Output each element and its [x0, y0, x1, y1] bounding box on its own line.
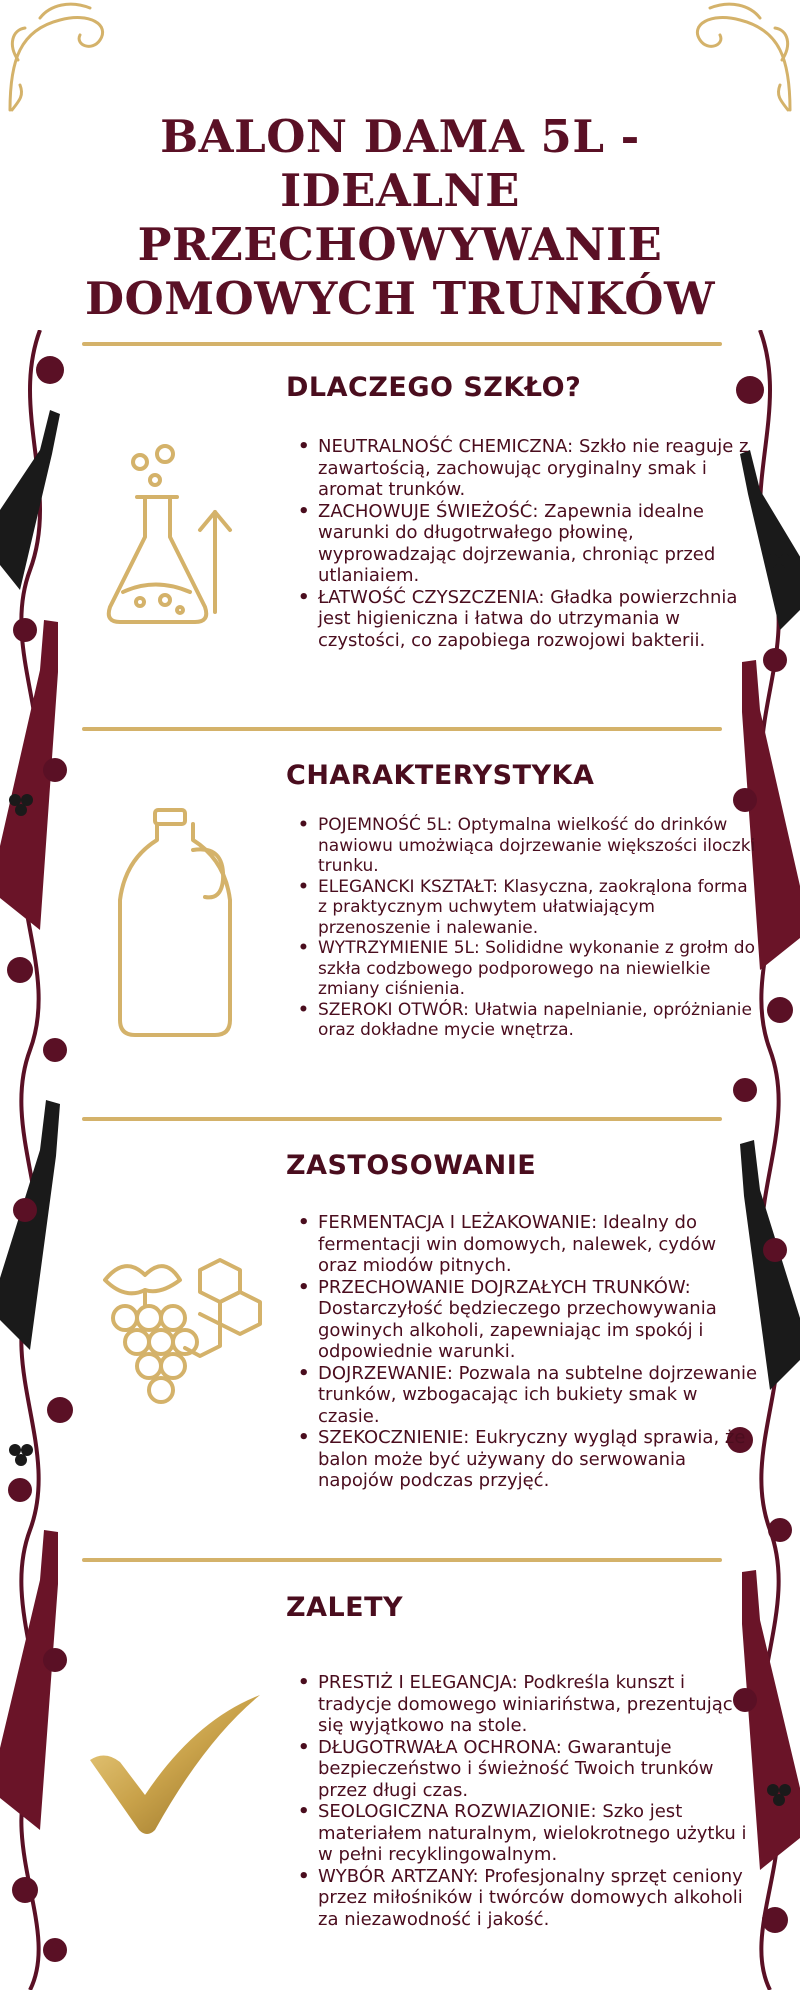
section-divider: [82, 342, 722, 346]
list-item: • ELEGANCKI KSZTAŁT: Klasyczna, zaokrąlona forma z praktycznym uchwytem ułatwiającym przenoszenie i nalewanie.: [318, 877, 758, 939]
list-item: • SZEROKI OTWÓR: Ułatwia napelnianie, opróżnianie oraz dokładne mycie wnętrza.: [318, 1000, 758, 1041]
section-heading: CHARAKTERYSTYKA: [286, 760, 595, 791]
list-item: • WYBÓR ARTZANY: Profesjonalny sprzęt ceniony przez miłośników i twórców domowych alkoholi za niezawodność i jakość.: [318, 1866, 758, 1931]
list-item: • FERMENTACJA I LEŻAKOWANIE: Idealny do fermentacji win domowych, nalewek, cydów oraz miodów pitnych.: [318, 1212, 758, 1277]
jug-icon: [105, 805, 245, 1045]
section-heading: ZALETY: [286, 1592, 404, 1623]
list-item: • DOJRZEWANIE: Pozwala na subtelne dojrzewanie trunków, wzbogacając ich bukiety smak w czasie.: [318, 1363, 758, 1428]
feature-list: [290, 436, 758, 651]
section-divider: [82, 1117, 722, 1121]
list-item: • ZACHOWUJE ŚWIEŻOŚĆ: Zapewnia idealne warunki do długotrwałego płowinę, wyprowadzając dojrzewania, chroniąc przed utlaniaiem.: [318, 501, 758, 587]
feature-list: [290, 1212, 758, 1492]
vine-bottles-left-icon: [0, 330, 80, 1990]
list-item: • POJEMNOŚĆ 5L: Optymalna wielkość do drinków nawiowu umożwiąca dojrzewanie większości iloczki trunku.: [318, 815, 758, 877]
list-item: • NEUTRALNOŚĆ CHEMICZNA: Szkło nie reaguje z zawartością, zachowując oryginalny smak i aromat trunków.: [318, 436, 758, 501]
list-item: • PRZECHOWANIE DOJRZAŁYCH TRUNKÓW: Dostarczyłość będzieczego przechowywania gowinych alkoholi, zapewniając im spokój i odpowiednie warunki.: [318, 1277, 758, 1363]
feature-list: [290, 815, 758, 1041]
list-item: • SZEKOCZNIENIE: Eukryczny wygląd sprawia, że balon może być używany do serwowania napojów podczas przyjęć.: [318, 1427, 758, 1492]
section-divider: [82, 1558, 722, 1562]
section-divider: [82, 727, 722, 731]
feature-list: [290, 1672, 758, 1930]
list-item: • DŁUGOTRWAŁA OCHRONA: Gwarantuje bezpieczeństwo i świeżność Twoich trunków przez długi czas.: [318, 1737, 758, 1802]
checkmark-icon: [85, 1690, 265, 1840]
section-heading: DLACZEGO SZKŁO?: [286, 372, 582, 403]
flask-icon: [95, 442, 235, 642]
ornament-corner-right-icon: [640, 0, 800, 120]
list-item: • WYTRZYMIENIE 5L: Solididne wykonanie z grołm do szkła codzbowego podporowego na niewielkie zmiany ciśnienia.: [318, 938, 758, 1000]
list-item: • ŁATWOŚĆ CZYSZCZENIA: Gładka powierzchnia jest higieniczna i łatwa do utrzymania w czystości, co zapobiega rozwojowi bakterii.: [318, 587, 758, 652]
section-heading: ZASTOSOWANIE: [286, 1150, 537, 1181]
ornament-corner-left-icon: [0, 0, 160, 120]
page-title: BALON DAMA 5L - IDEALNE PRZECHOWYWANIE DOMOWYCH TRUNKÓW: [84, 110, 715, 325]
list-item: • SEOLOGICZNA ROZWIAZIONIE: Szko jest materiałem naturalnym, wielokrotnego użytku i w pełni recyklingowalnym.: [318, 1801, 758, 1866]
list-item: • PRESTIŻ I ELEGANCJA: Podkreśla kunszt i tradycje domowego winiariństwa, prezentując się wyjątkowo na stole.: [318, 1672, 758, 1737]
grapes-honeycomb-icon: [85, 1250, 265, 1430]
